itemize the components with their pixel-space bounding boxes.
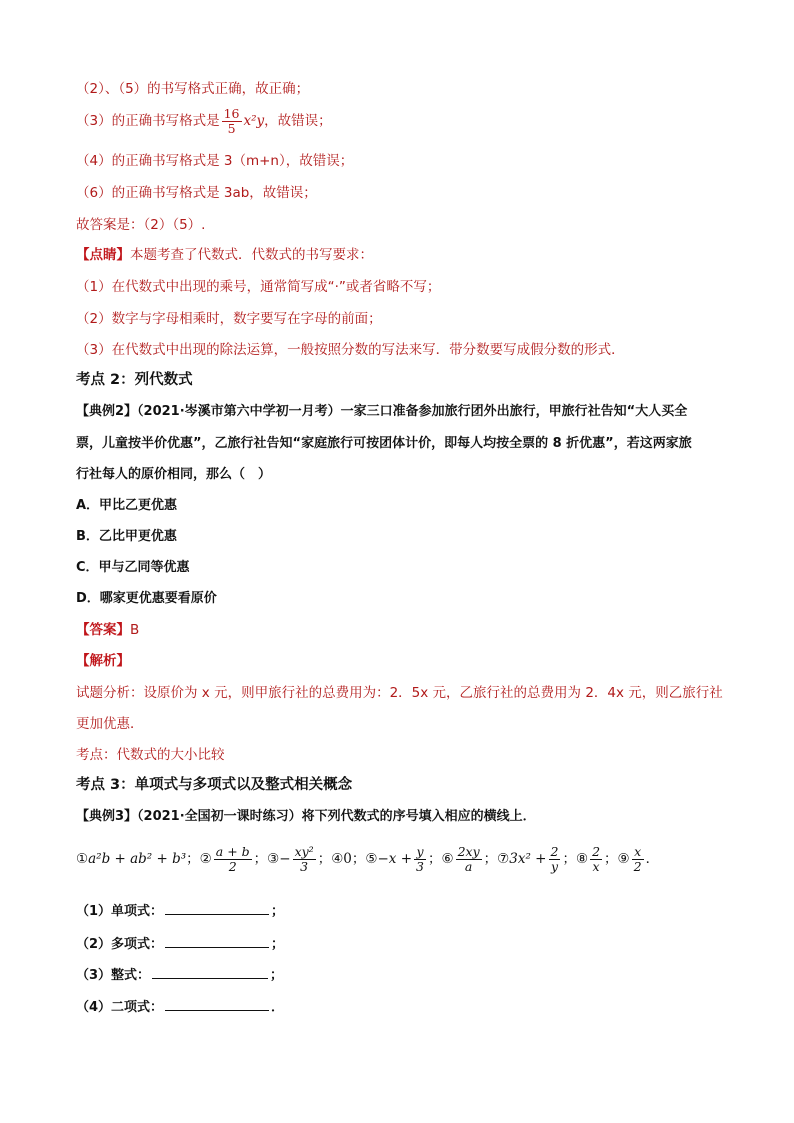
dianjing-rule-3: （3）在代数式中出现的除法运算，一般按照分数的写法来写．带分数要写成假分数的形式．	[76, 342, 625, 358]
expr-8-num: 2	[592, 843, 601, 859]
expr-6-den: a	[464, 858, 473, 874]
marker-8: ⑧	[575, 851, 589, 867]
answer-blank-4[interactable]	[165, 998, 269, 1011]
dianjing-rule-1: （1）在代数式中出现的乘号，通常简写成“·”或者省略不写；	[76, 279, 441, 295]
option-c: C．甲与乙同等优惠	[76, 560, 190, 575]
solution-line-2-tail: ，故错误；	[264, 113, 332, 129]
blank-label-3: （3）整式：	[76, 968, 151, 983]
kaodian3-title: 考点 3：单项式与多项式以及整式相关概念	[76, 777, 353, 793]
expr-9-den: 2	[633, 858, 642, 874]
blank-label-1: （1）单项式：	[76, 904, 164, 919]
fraction-numerator: 16	[223, 105, 240, 121]
expr-8	[590, 845, 602, 874]
marker-3: ③	[267, 851, 280, 867]
expr-9-num: x	[632, 845, 644, 860]
expr-5-den: 3	[416, 858, 424, 874]
option-a: A．甲比乙更优惠	[76, 498, 178, 513]
example3-line: 【典例3】（2021·全国初一课时练习）将下列代数式的序号填入相应的横线上．	[76, 809, 536, 824]
answer-blank-3[interactable]	[152, 966, 268, 979]
fraction-denominator: 5	[227, 120, 236, 136]
expr-2-den: 2	[228, 858, 237, 874]
example2-line-1: 【典例2】（2021·岑溪市第六中学初一月考）一家三口准备参加旅行团外出旅行，甲旅行社告知“大人买全	[76, 404, 688, 419]
expr-3-den: 3	[300, 858, 309, 874]
minus-sign: −	[279, 851, 291, 867]
analysis-point: 考点：代数式的大小比较	[76, 747, 225, 763]
blank-line-1: （1）单项式： ；	[76, 904, 285, 919]
kaodian2-title: 考点 2：列代数式	[76, 372, 193, 388]
expr-9	[632, 845, 644, 874]
expr-3-num: xy²	[294, 843, 314, 859]
answer-line	[76, 621, 139, 639]
expr-7	[549, 845, 561, 874]
expr-7-den: y	[550, 858, 558, 874]
answer-blank-1[interactable]	[165, 902, 269, 915]
example2-line-2: 票，儿童按半价优惠”，乙旅行社告知“家庭旅行可按团体计价，即每人均按全票的 8 折优惠”，若这两家旅	[76, 436, 692, 451]
analysis-line-2: 更加优惠．	[76, 716, 144, 732]
answer-value: B	[130, 622, 140, 638]
dianjing-line	[76, 246, 373, 264]
expr-7-a: 3x² +	[509, 851, 547, 867]
blank-label-4: （4）二项式：	[76, 1000, 164, 1015]
expr-1: a²b + ab² + b³	[88, 851, 187, 867]
marker-1: ①	[76, 851, 89, 867]
marker-5: ⑤	[365, 851, 378, 867]
answer-blank-2[interactable]	[165, 935, 269, 948]
blank-line-4: （4）二项式： ．	[76, 1000, 285, 1015]
expr-4: 0	[343, 851, 352, 867]
solution-line-2	[76, 104, 332, 138]
blank-line-3: （3）整式： ；	[76, 968, 284, 983]
expr-5-num: y	[414, 845, 426, 860]
solution-line-4: （6）的正确书写格式是 3ab，故错误；	[76, 185, 317, 201]
option-b: B．乙比甲更优惠	[76, 529, 177, 544]
option-d: D．哪家更优惠要看原价	[76, 591, 217, 606]
expr-6-num: 2xy	[457, 843, 480, 859]
fraction-16-5	[222, 107, 242, 136]
analysis-tag: 【解析】	[76, 653, 130, 669]
solution-line-1: （2）、（5）的书写格式正确，故正确；	[76, 81, 310, 97]
expr-2	[214, 845, 252, 874]
solution-line-2-text: （3）的正确书写格式是	[76, 113, 220, 129]
expr-x2y: x²y	[243, 113, 265, 129]
analysis-line-1: 试题分析：设原价为 x 元，则甲旅行社的总费用为：2．5x 元，乙旅行社的总费用为 2．4x 元，则乙旅行社	[76, 685, 723, 701]
example2-line-3: 行社每人的原价相同，那么（ ）	[76, 467, 272, 482]
dianjing-text: 本题考查了代数式．代数式的书写要求：	[130, 247, 373, 263]
marker-9: ⑨	[617, 851, 630, 867]
dianjing-rule-2: （2）数字与字母相乘时，数字要写在字母的前面；	[76, 311, 382, 327]
expr-3	[293, 845, 316, 874]
expr-2-num: a + b	[215, 843, 250, 859]
dianjing-tag: 【点睛】	[76, 247, 130, 263]
answer-tag: 【答案】	[76, 622, 130, 638]
expr-6	[456, 845, 482, 874]
marker-6: ⑥	[441, 851, 454, 867]
expr-7-num: 2	[550, 843, 559, 859]
marker-7: ⑦	[497, 851, 510, 867]
marker-4: ④	[331, 851, 344, 867]
expr-5-a: −x +	[377, 851, 413, 867]
expr-8-den: x	[592, 858, 600, 874]
expr-5	[414, 845, 426, 874]
blank-line-2: （2）多项式： ；	[76, 937, 285, 952]
solution-line-3: （4）的正确书写格式是 3（m+n），故错误；	[76, 153, 354, 169]
expression-list: ①a²b + ab² + b³；② $\frac{a + b}{2}$ ；③− $\frac{\text{xy²}}{3}$ ；④0；⑤−x + $\frac{y}{3}$ ；⑥ $\frac{2xy}{a}$ ；⑦3x² + $\frac{2}{y}$ ；⑧ $\frac{2}{x}$ ；⑨ $\frac{x}{2}$ ．	[76, 843, 660, 874]
marker-2: ②	[199, 851, 212, 867]
solution-line-5: 故答案是：（2）（5）.	[76, 217, 206, 233]
blank-label-2: （2）多项式：	[76, 937, 164, 952]
